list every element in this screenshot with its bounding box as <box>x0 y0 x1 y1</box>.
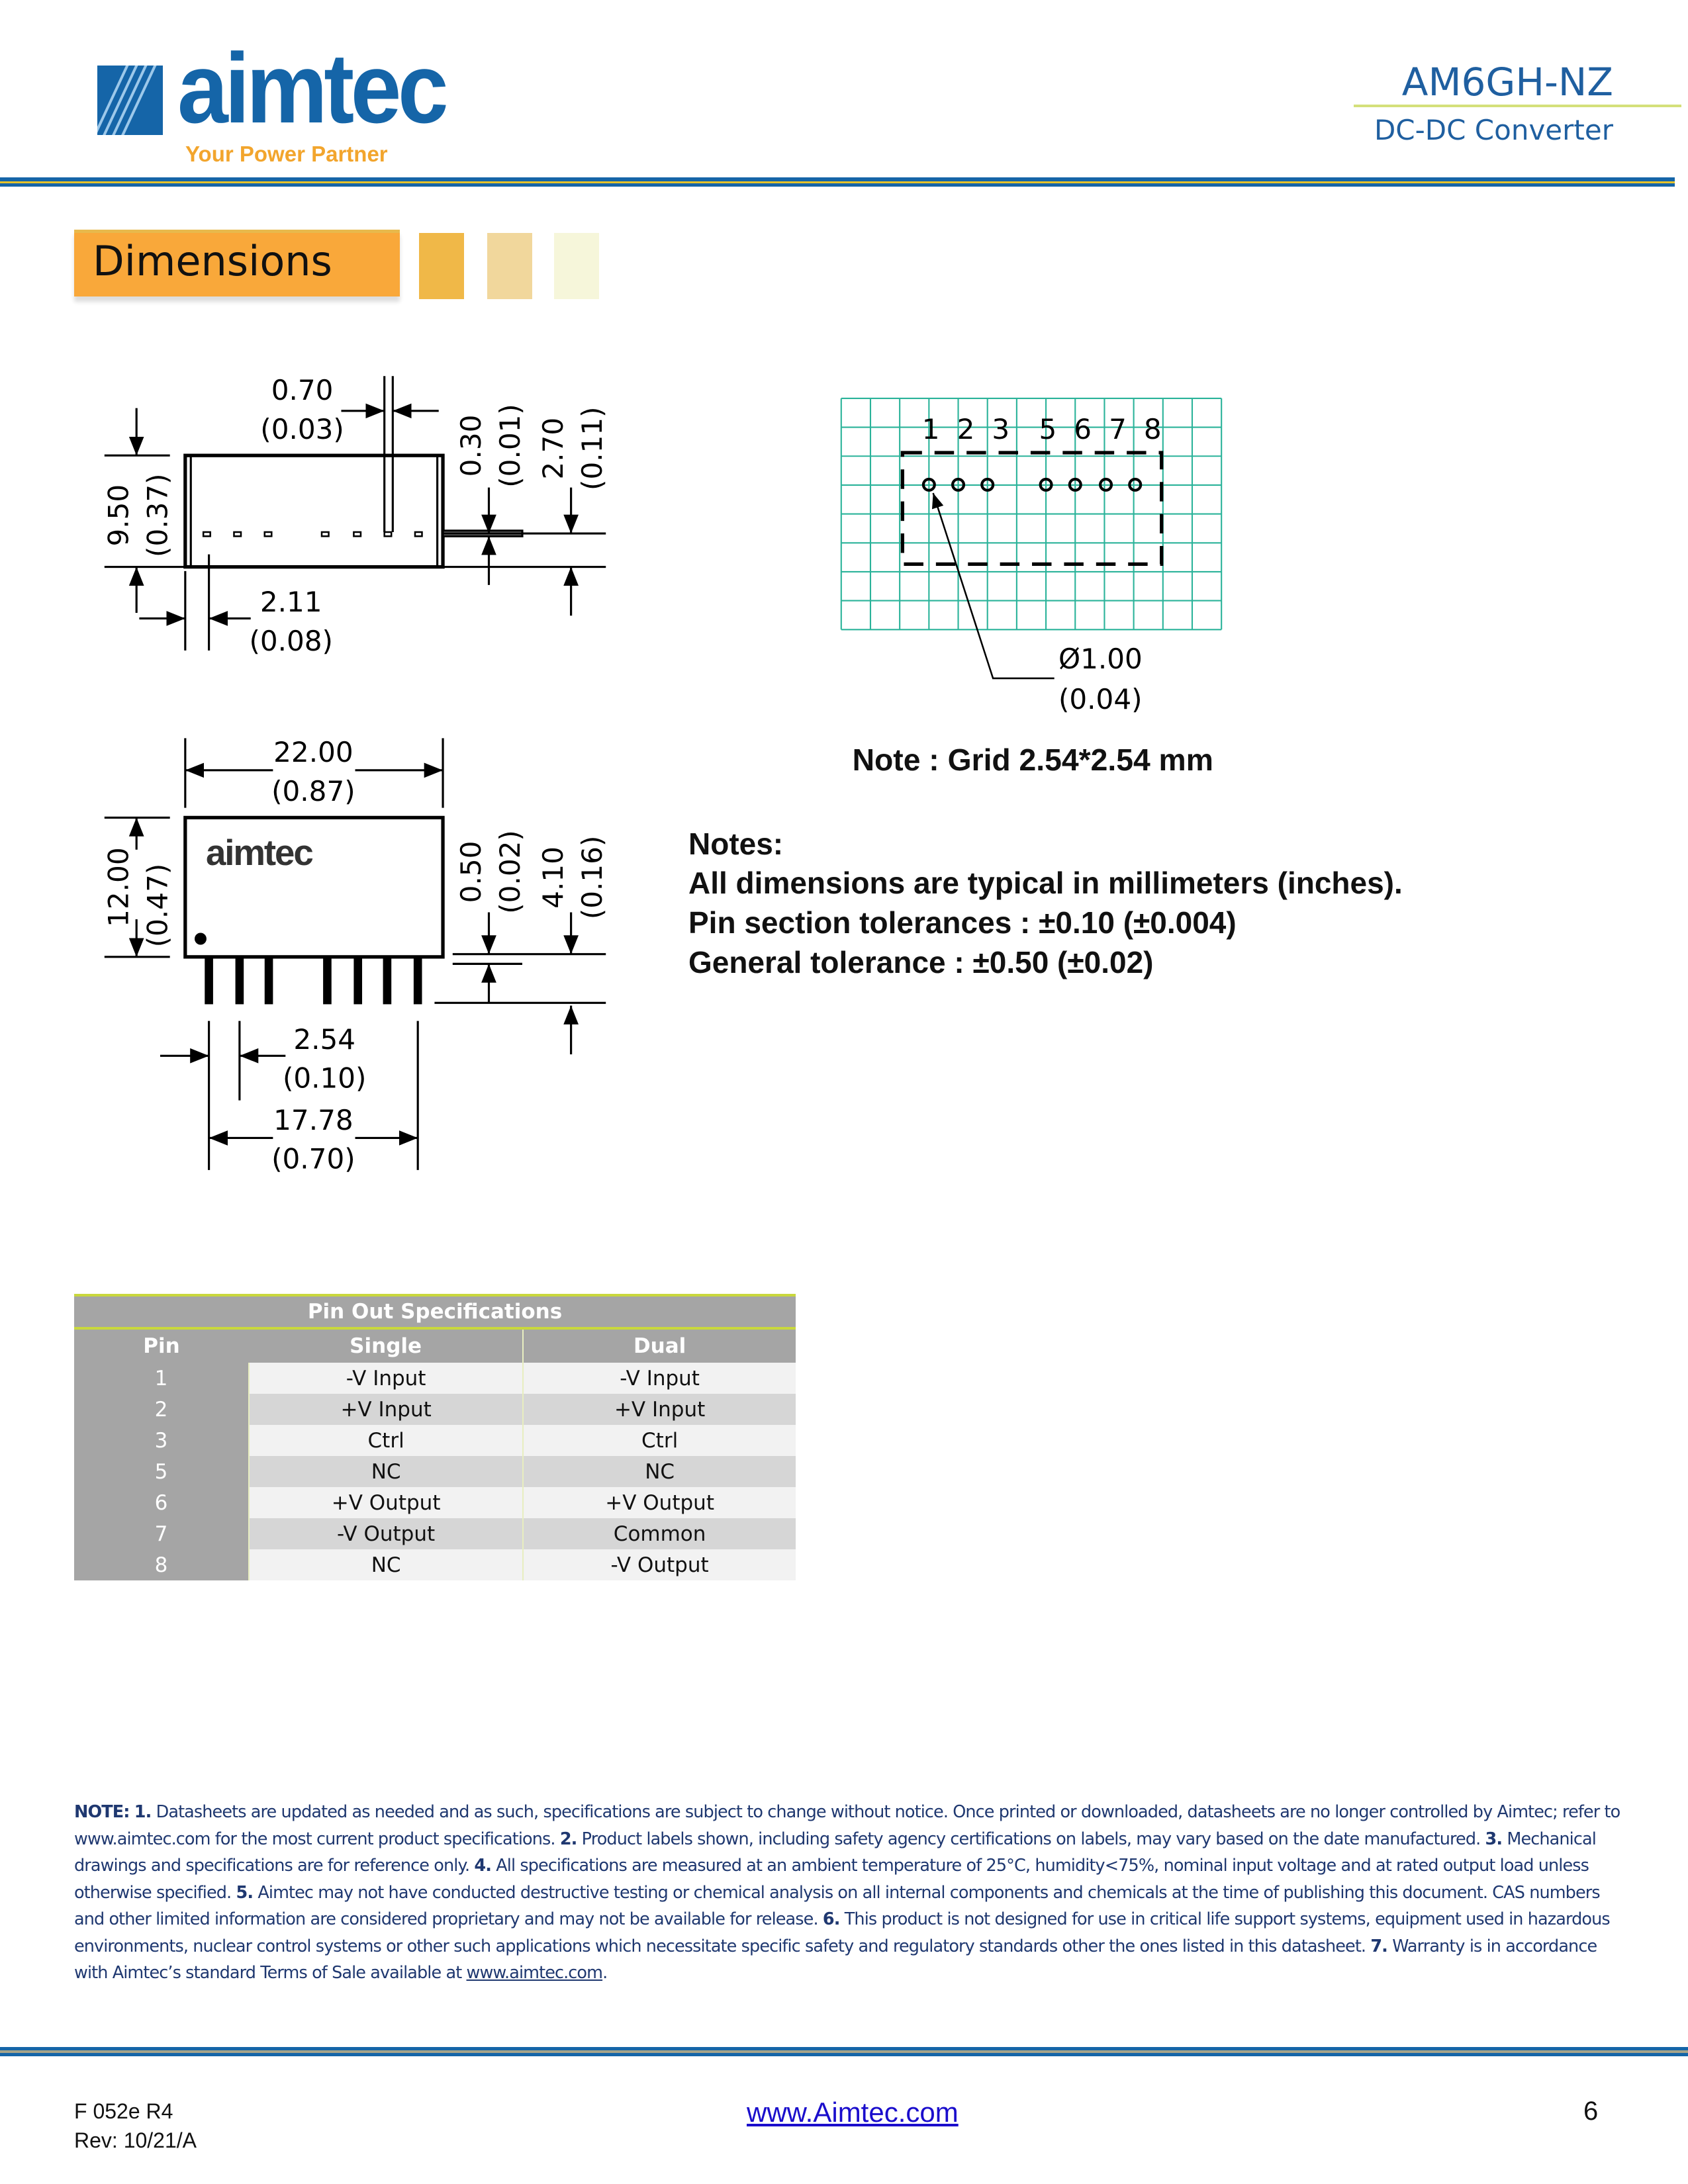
form-number: F 052e R4 <box>74 2099 173 2123</box>
note-text: Datasheets are updated as needed and as such, specifications are subject to change without notice. Once printed or downloaded, datasheets are no longer controlled by Aimtec; refer to www.aimtec.com for the most current product specifications. <box>74 1802 1620 1849</box>
dim-body-height: 12.00 <box>102 847 135 927</box>
dual-cell: -V Input <box>523 1363 796 1394</box>
table-row <box>74 1549 796 1580</box>
note-text: Warranty is in accordance with Aimtec’s standard Terms of Sale available at <box>74 1936 1597 1983</box>
footer-bar-bottom <box>0 2053 1688 2056</box>
single-cell: NC <box>249 1456 523 1487</box>
dim-pin-thickness: 0.30 <box>454 414 487 477</box>
dim-gap-in: (0.02) <box>493 830 526 914</box>
notes-heading: Notes: <box>688 827 784 861</box>
note-text: All specifications are measured at an ambient temperature of 25°C, humidity<75%, nominal input voltage and at rated output load unless otherwise specified. <box>74 1856 1589 1903</box>
dim-standoff: 2.70 <box>537 417 569 480</box>
dim-pin-offset-in: (0.08) <box>249 624 333 657</box>
dim-pin-length: 4.10 <box>537 846 569 909</box>
side-view-labels <box>103 374 608 657</box>
table-title: Pin Out Specifications <box>74 1295 796 1328</box>
table-row <box>74 1394 796 1425</box>
side-view <box>102 376 606 651</box>
dim-height-in: (0.37) <box>141 473 174 557</box>
logo-tagline: Your Power Partner <box>185 142 388 166</box>
product-label: aimtec <box>205 831 312 873</box>
dim-pin-length-in: (0.16) <box>575 835 608 920</box>
single-cell: -V Input <box>249 1363 523 1394</box>
pin-cell: 5 <box>74 1456 249 1487</box>
dual-cell: Ctrl <box>523 1425 796 1456</box>
logo-wordmark: aimtec <box>177 32 445 144</box>
dim-span-in: (0.70) <box>271 1142 355 1175</box>
note-units: All dimensions are typical in millimeters (inches). <box>688 866 1403 900</box>
product-type: DC-DC Converter <box>1374 114 1613 146</box>
pin-grid <box>841 398 1221 777</box>
table-row <box>74 1518 796 1549</box>
dual-cell: -V Output <box>523 1549 796 1580</box>
dual-cell: NC <box>523 1456 796 1487</box>
pinout-table <box>74 1294 796 1580</box>
pin-cell: 1 <box>74 1363 249 1394</box>
note-number: 4. <box>474 1856 492 1876</box>
single-cell: +V Output <box>249 1487 523 1518</box>
dim-height: 9.50 <box>102 484 135 547</box>
pin-cell: 6 <box>74 1487 249 1518</box>
dim-hole-in: (0.04) <box>1058 683 1143 716</box>
model-number: AM6GH-NZ <box>1401 60 1613 105</box>
pin-cell: 8 <box>74 1549 249 1580</box>
table-row <box>74 1425 796 1456</box>
dim-hole: Ø1.00 <box>1058 643 1143 676</box>
page-number: 6 <box>1583 2097 1599 2126</box>
note-end: . <box>602 1963 608 1983</box>
note-number: 5. <box>236 1882 254 1903</box>
dim-pin-offset: 2.11 <box>259 585 322 618</box>
pin-labels-right: 5 6 7 8 <box>1039 412 1166 445</box>
pin-cell: 2 <box>74 1394 249 1425</box>
note-lead: NOTE: <box>74 1802 130 1822</box>
legal-notes <box>74 1799 1623 1987</box>
grid-note: Note : Grid 2.54*2.54 mm <box>852 742 1213 777</box>
pin-cell: 3 <box>74 1425 249 1456</box>
col-header-dual: Dual <box>523 1328 796 1363</box>
note-general-tolerance: General tolerance : ±0.50 (±0.02) <box>688 945 1154 979</box>
revision: Rev: 10/21/A <box>74 2128 197 2152</box>
note-number: 6. <box>822 1909 840 1929</box>
website-link[interactable]: www.Aimtec.com <box>747 2097 959 2128</box>
table-row <box>74 1456 796 1487</box>
section-title: Dimensions <box>93 237 332 285</box>
dim-lead: 0.70 <box>271 374 334 407</box>
table-row <box>74 1487 796 1518</box>
dual-cell: +V Input <box>523 1394 796 1425</box>
dim-width: 22.00 <box>273 736 353 769</box>
note-number: 2. <box>559 1829 577 1849</box>
pin-labels-left: 1 2 3 <box>921 412 1014 445</box>
single-cell: NC <box>249 1549 523 1580</box>
note-text: This product is not designed for use in critical life support systems, equipment used in hazardous environments, nuclear control systems or other such applications which necessitate specific safety and regulatory standards other the ones listed in this datasheet. <box>74 1909 1610 1956</box>
aimtec-link[interactable]: www.aimtec.com <box>466 1963 603 1983</box>
note-number: 7. <box>1370 1936 1387 1956</box>
note-text: Mechanical drawings and specifications are for reference only. <box>74 1829 1596 1876</box>
dual-cell: Common <box>523 1518 796 1549</box>
dim-gap: 0.50 <box>454 841 487 903</box>
dim-pitch-in: (0.10) <box>282 1062 367 1095</box>
single-cell: +V Input <box>249 1394 523 1425</box>
note-pin-tolerance: Pin section tolerances : ±0.10 (±0.004) <box>688 905 1237 940</box>
note-text: Aimtec may not have conducted destructive testing or chemical analysis on all internal components and chemicals at the time of publishing this document. CAS numbers and other limited information are considered proprietary and may not be available for release. <box>74 1882 1600 1929</box>
dim-standoff-in: (0.11) <box>575 406 608 490</box>
table-row <box>74 1363 796 1394</box>
dim-pitch: 2.54 <box>293 1023 356 1056</box>
col-header-pin: Pin <box>74 1328 249 1363</box>
note-number: 3. <box>1485 1829 1503 1849</box>
dim-width-in: (0.87) <box>271 775 355 808</box>
dim-pin-thickness-in: (0.01) <box>493 404 526 488</box>
col-header-single: Single <box>249 1328 523 1363</box>
note-number: 1. <box>134 1802 152 1822</box>
dim-span: 17.78 <box>273 1103 353 1136</box>
single-cell: -V Output <box>249 1518 523 1549</box>
dim-body-height-in: (0.47) <box>141 863 174 948</box>
single-cell: Ctrl <box>249 1425 523 1456</box>
note-text: Product labels shown, including safety agency certifications on labels, may vary based on the date manufactured. <box>581 1829 1481 1849</box>
dim-lead-in: (0.03) <box>260 412 344 445</box>
pin-cell: 7 <box>74 1518 249 1549</box>
dual-cell: +V Output <box>523 1487 796 1518</box>
